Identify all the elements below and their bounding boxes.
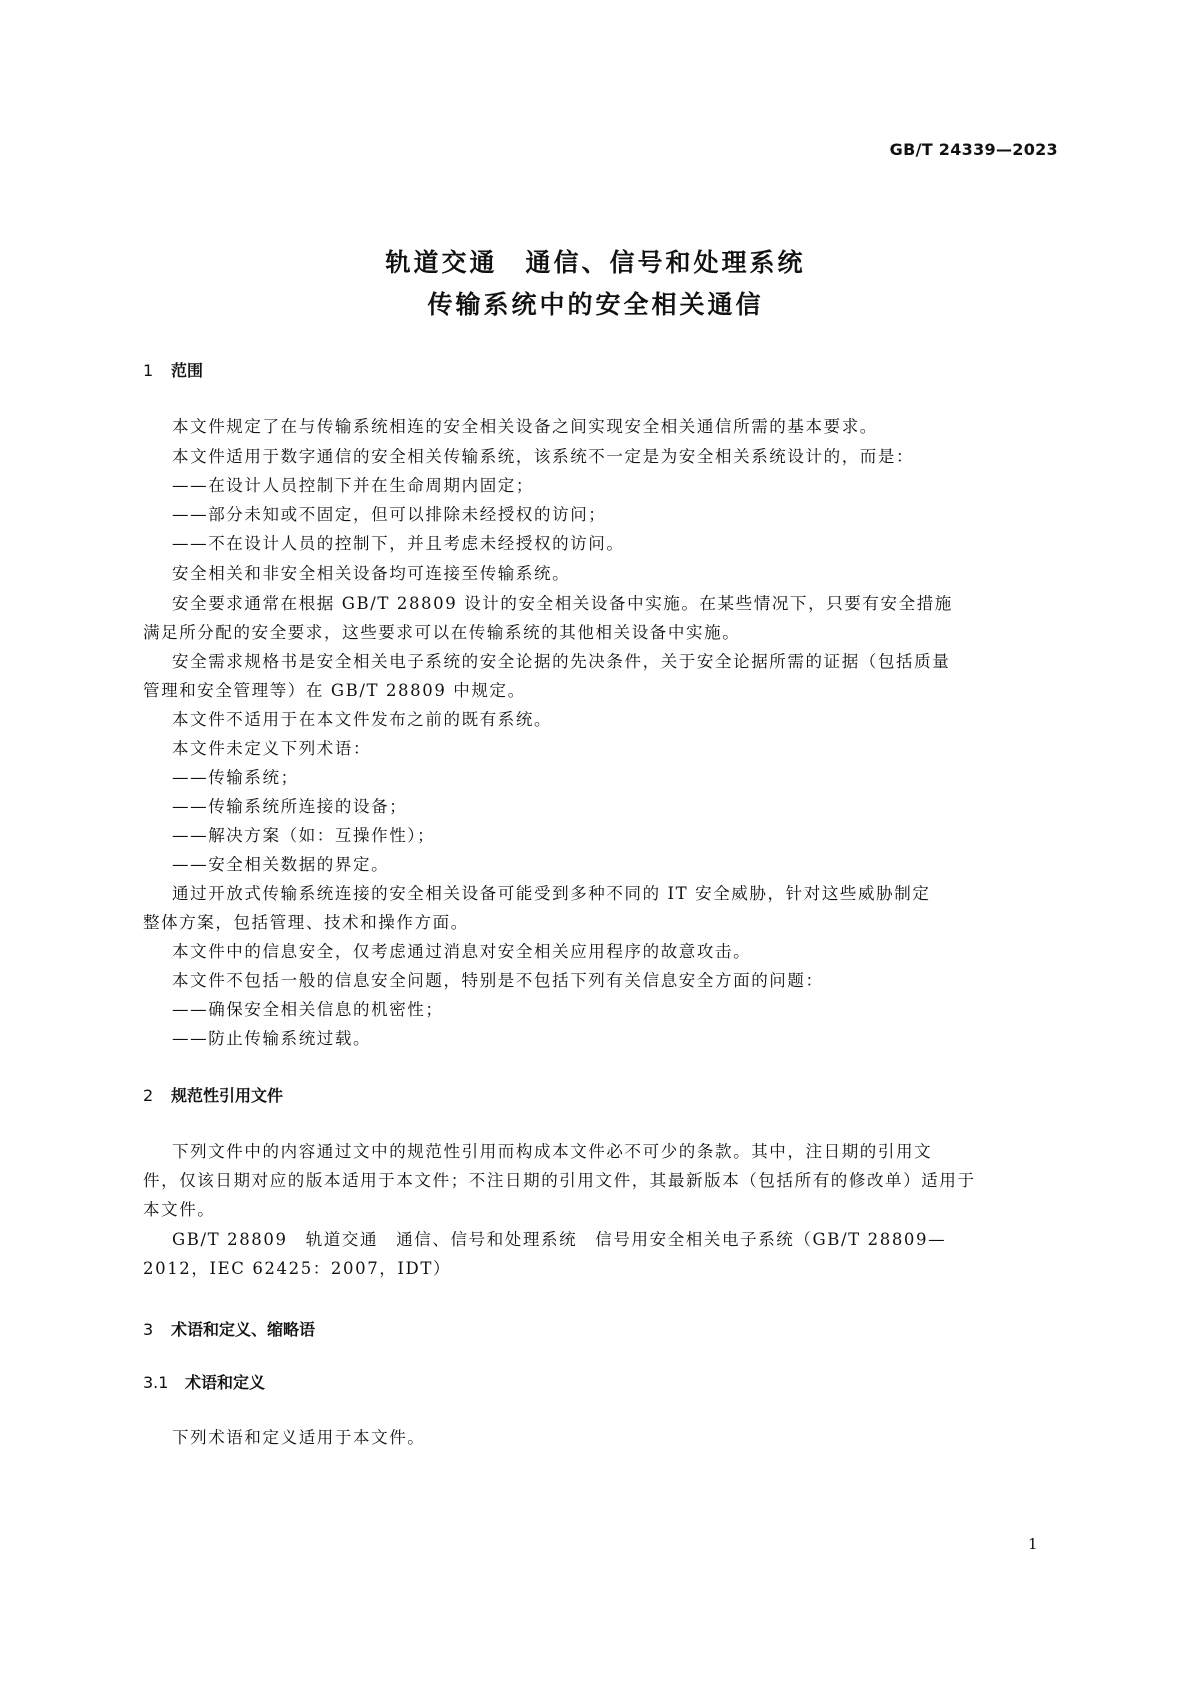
section-title: 范围 [171,361,204,380]
list-item: ——解决方案（如：互操作性）； [172,826,436,845]
scope-paragraph-5-line-1: 安全需求规格书是安全相关电子系统的安全论据的先决条件，关于安全论据所需的证据（包括质量 [172,652,951,671]
scope-paragraph-10: 本文件不包括一般的信息安全问题，特别是不包括下列有关信息安全方面的问题： [172,971,824,990]
list-item: ——传输系统； [172,768,299,787]
document-title-line-1: 轨道交通 通信、信号和处理系统 [385,248,806,277]
list-item: ——部分未知或不固定，但可以排除未经授权的访问； [172,505,607,524]
references-paragraph-line-3: 本文件。 [143,1200,216,1219]
list-item: ——确保安全相关信息的机密性； [172,1000,444,1019]
section-1-heading [143,358,203,381]
section-3-heading [143,1317,315,1340]
scope-paragraph-5-line-2: 管理和安全管理等）在 GB/T 28809 中规定。 [143,681,526,700]
list-item: ——安全相关数据的界定。 [172,855,390,874]
list-item: ——不在设计人员的控制下，并且考虑未经授权的访问。 [172,534,625,553]
list-item: ——防止传输系统过载。 [172,1029,372,1048]
section-number: 3 [143,1320,154,1339]
page-number: 1 [1028,1535,1038,1553]
section-title: 术语和定义、缩略语 [171,1320,316,1339]
section-title: 术语和定义 [185,1373,266,1392]
list-item: ——在设计人员控制下并在生命周期内固定； [172,476,534,495]
scope-paragraph-4-line-1: 安全要求通常在根据 GB/T 28809 设计的安全相关设备中实施。在某些情况下，只要有安全措施 [172,594,953,613]
scope-paragraph-7: 本文件未定义下列术语： [172,739,372,758]
section-number: 3.1 [143,1373,169,1392]
terms-intro-paragraph: 下列术语和定义适用于本文件。 [172,1428,426,1447]
scope-paragraph-3: 安全相关和非安全相关设备均可连接至传输系统。 [172,564,571,583]
scope-paragraph-4-line-2: 满足所分配的安全要求，这些要求可以在传输系统的其他相关设备中实施。 [143,623,741,642]
document-title-line-2: 传输系统中的安全相关通信 [427,290,764,319]
section-title: 规范性引用文件 [171,1086,284,1105]
scope-paragraph-8-line-2: 整体方案，包括管理、技术和操作方面。 [143,913,469,932]
reference-entry-line-1: GB/T 28809 轨道交通 通信、信号和处理系统 信号用安全相关电子系统（GB/T 28809— [172,1230,947,1249]
scope-paragraph-9: 本文件中的信息安全，仅考虑通过消息对安全相关应用程序的故意攻击。 [172,942,752,961]
references-paragraph-line-2: 件，仅该日期对应的版本适用于本文件；不注日期的引用文件，其最新版本（包括所有的修改单）适用于 [143,1171,976,1190]
scope-paragraph-1: 本文件规定了在与传输系统相连的安全相关设备之间实现安全相关通信所需的基本要求。 [172,417,878,436]
section-number: 1 [143,361,154,380]
section-number: 2 [143,1086,154,1105]
scope-paragraph-8-line-1: 通过开放式传输系统连接的安全相关设备可能受到多种不同的 IT 安全威胁，针对这些威胁制定 [172,884,931,903]
scope-paragraph-2: 本文件适用于数字通信的安全相关传输系统，该系统不一定是为安全相关系统设计的，而是： [172,447,915,466]
list-item: ——传输系统所连接的设备； [172,797,408,816]
section-2-heading [143,1083,283,1106]
standard-number: GB/T 24339—2023 [889,140,1058,159]
reference-entry-line-2: 2012，IEC 62425：2007，IDT） [143,1259,452,1278]
references-paragraph-line-1: 下列文件中的内容通过文中的规范性引用而构成本文件必不可少的条款。其中，注日期的引用文 [172,1142,933,1161]
scope-paragraph-6: 本文件不适用于在本文件发布之前的既有系统。 [172,710,553,729]
section-3-1-heading [143,1370,265,1393]
